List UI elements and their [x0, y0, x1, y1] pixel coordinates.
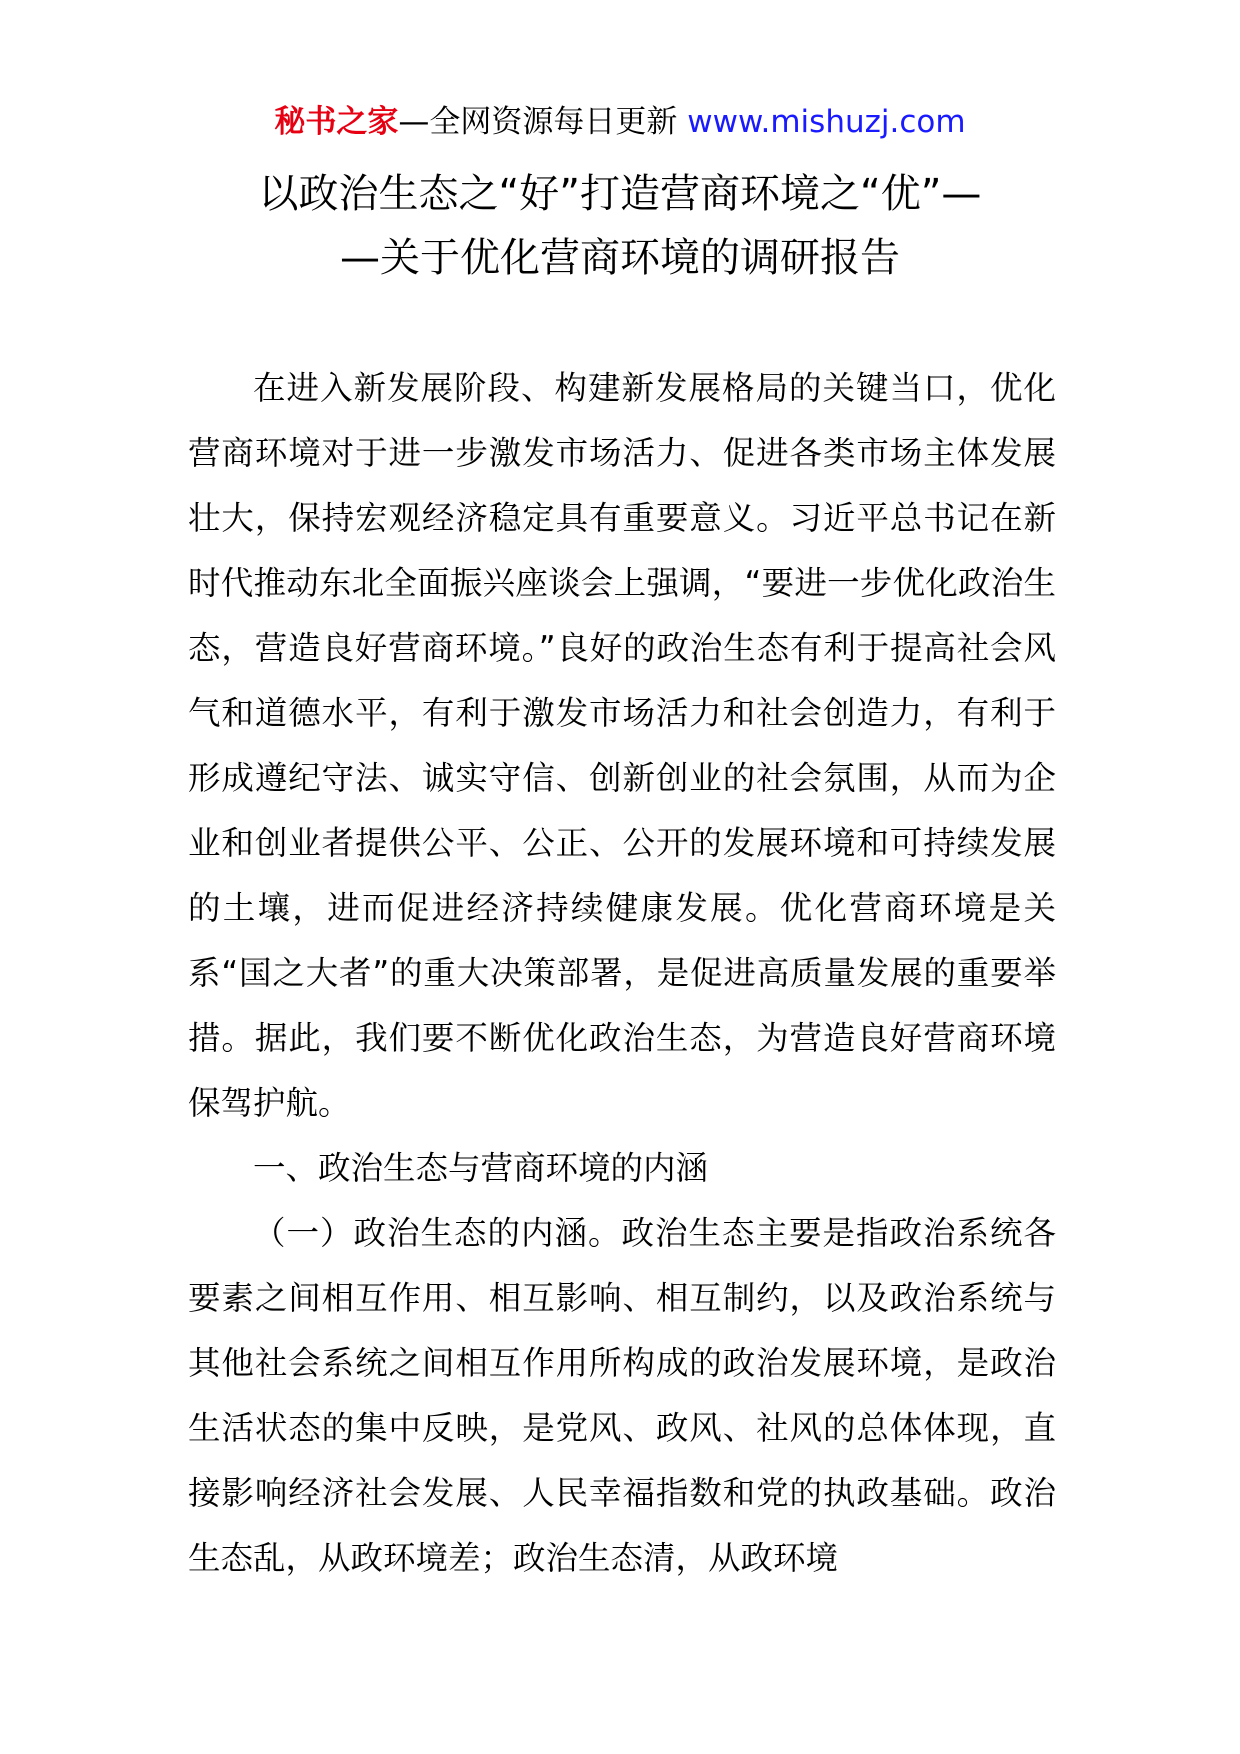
title-line-1: 以政治生态之“好”打造营商环境之“优”— — [258, 171, 982, 217]
paragraph-political-ecology: （一）政治生态的内涵。政治生态主要是指政治系统各要素之间相互作用、相互影响、相互制约，以及政治系统与其他社会系统之间相互作用所构成的政治发展环境，是政治生活状态的集中反映，是党风、政风、社风的总体体现，直接影响经济社会发展、人民幸福指数和党的执政基础。政治生态乱，从政环境差；政治生态清，从政环境 — [188, 1214, 1056, 1577]
brand-name: 秘书之家 — [274, 104, 399, 140]
document-body — [188, 356, 1056, 1591]
site-url-link[interactable]: www.mishuzj.com — [687, 104, 966, 140]
title-line-2: —关于优化营商环境的调研报告 — [340, 235, 900, 281]
header-slogan: —全网资源每日更新 — [398, 104, 688, 140]
document-title — [180, 162, 1060, 290]
site-header — [0, 100, 1240, 144]
section-heading: 一、政治生态与营商环境的内涵 — [253, 1149, 709, 1187]
paragraph-intro: 在进入新发展阶段、构建新发展格局的关键当口，优化营商环境对于进一步激发市场活力、促进各类市场主体发展壮大，保持宏观经济稳定具有重要意义。习近平总书记在新时代推动东北全面振兴座谈会上强调，“要进一步优化政治生态，营造良好营商环境。”良好的政治生态有利于提高社会风气和道德水平，有利于激发市场活力和社会创造力，有利于形成遵纪守法、诚实守信、创新创业的社会氛围，从而为企业和创业者提供公平、公正、公开的发展环境和可持续发展的土壤，进而促进经济持续健康发展。优化营商环境是关系“国之大者”的重大决策部署，是促进高质量发展的重要举措。据此，我们要不断优化政治生态，为营造良好营商环境保驾护航。 — [188, 369, 1056, 1122]
